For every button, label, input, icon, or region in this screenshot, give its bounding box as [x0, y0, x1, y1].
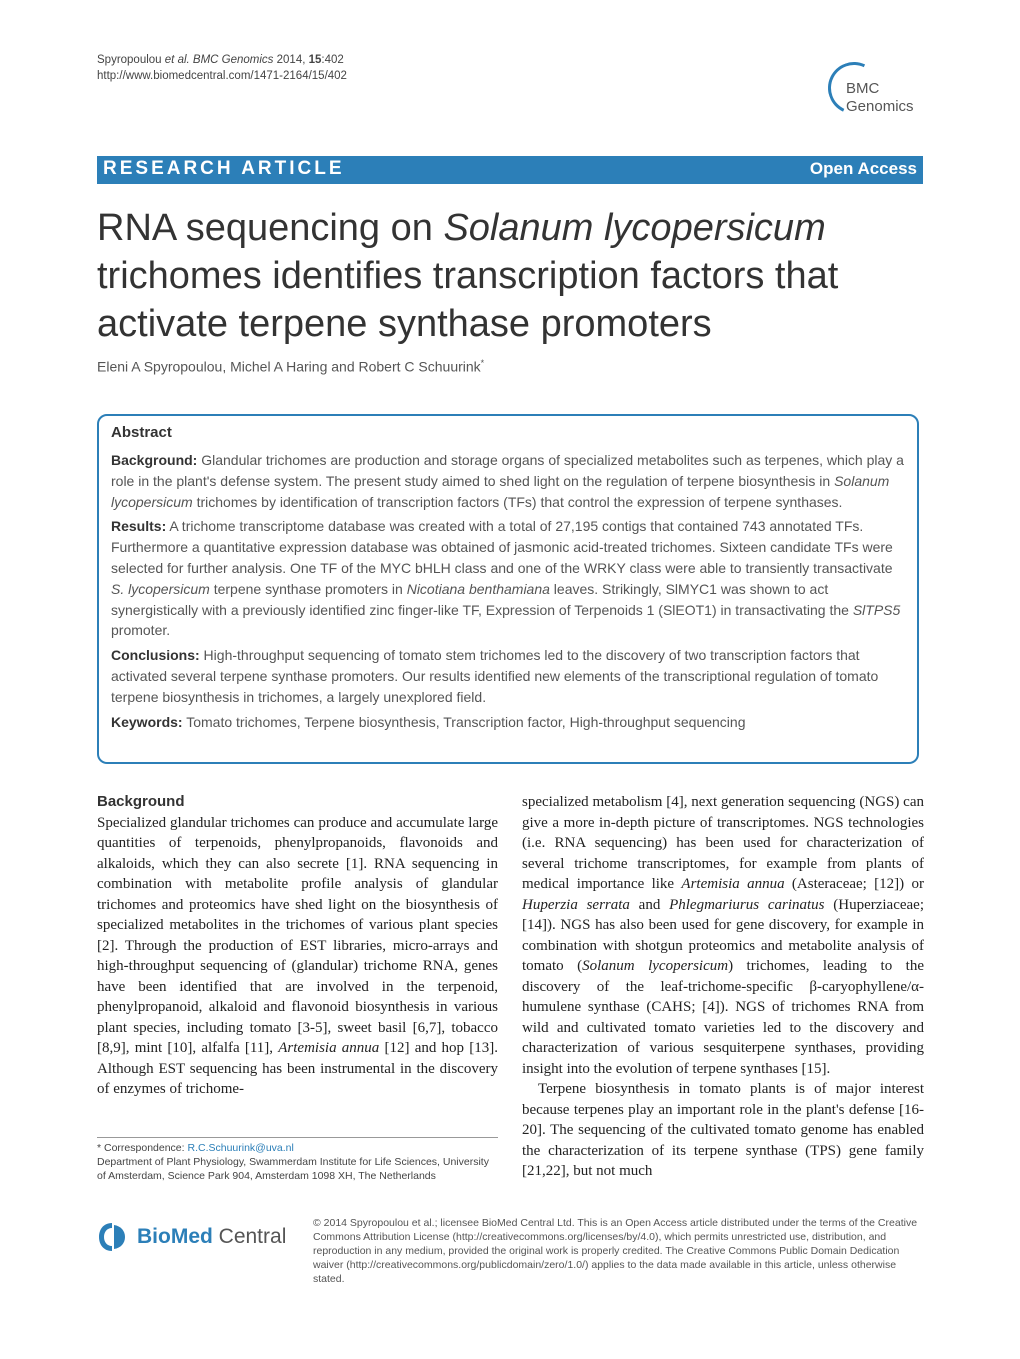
left-paragraph: Specialized glandular trichomes can produce and accumulate large quantities of terpenoids, phenylpropanoids, flavonoids and alkaloids, which they can also secrete [1]. RNA sequencing in combination with metabolite profile analysis of glandular trichomes and proteomics have shed light on the biosynthesis of specialized metabolites in the trichomes of various plant species [2]. Through the production of EST libraries, micro-arrays and high-throughput sequencing of (glandular) trichome RNA, genes have been identified that are involved in the terpenoid, phenylpropanoid, alkaloid and flavonoid biosynthesis in various plant species, including tomato [3-5], sweet basil [6,7], tobacco [8,9], mint [10], alfalfa [11], Artemisia annua [12] and hop [13]. Although EST sequencing has been instrumental in the discovery of enzymes of trichome- [97, 814, 499, 1097]
title-line2: trichomes identifies transcription factors that [97, 255, 839, 297]
abstract-box [97, 414, 919, 764]
abstract-conclusions: Conclusions: High-throughput sequencing of tomato stem trichomes led to the discovery of two transcription factors that activated several terpene synthase promoters. Our results identified new elements of the transcriptional regulation of tomato terpene biosynthesis in trichomes, a largely unexplored field. [111, 647, 879, 705]
abstract-heading: Abstract [111, 424, 172, 441]
left-column [97, 792, 498, 1100]
title-line3: activate terpene synthase promoters [97, 303, 712, 345]
footnote [97, 1141, 498, 1183]
biomed-central-icon [97, 1221, 127, 1253]
title-line1: RNA sequencing on Solanum lycopersicum [97, 207, 826, 249]
citation-volume: 15 [308, 54, 322, 66]
citation-authors: Spyropoulou [97, 54, 162, 66]
correspondence-email[interactable]: R.C.Schuurink@uva.nl [187, 1142, 294, 1154]
affiliation: Department of Plant Physiology, Swammerdam Institute for Life Sciences, University of Amsterdam, Science Park 904, Amsterdam 1098 XH, The Netherlands [97, 1156, 489, 1182]
citation-year: 2014, [276, 54, 306, 66]
abstract-keywords: Keywords: Tomato trichomes, Terpene biosynthesis, Transcription factor, High-throughput sequencing [111, 713, 746, 730]
open-access-label: Open Access [809, 159, 917, 178]
article-url[interactable]: http://www.biomedcentral.com/1471-2164/15/402 [97, 70, 347, 82]
footnote-divider [97, 1137, 498, 1138]
abstract-body [111, 450, 907, 736]
logo-line2: Genomics [846, 98, 914, 115]
article-title [97, 204, 927, 348]
correspondence: * Correspondence: R.C.Schuurink@uva.nl [97, 1142, 294, 1154]
biomed-central-logo [97, 1219, 297, 1259]
article-type-banner [97, 156, 923, 184]
author-list [97, 358, 484, 375]
citation-page: :402 [321, 54, 344, 66]
correspondence-mark: * [480, 358, 485, 368]
logo-line1: BMC [846, 80, 880, 97]
citation-journal: et al. BMC Genomics [164, 54, 274, 66]
right-paragraph-2: Terpene biosynthesis in tomato plants is of major interest because terpenes play an important role in the plant's defense [16-20]. The sequencing of the cultivated tomato genome has enabled the characterization of its terpene synthase (TPS) gene family [21,22], but not much [522, 1081, 924, 1179]
biomed-central-wordmark: BioMed Central [137, 1225, 287, 1248]
right-column [522, 792, 924, 1182]
bmc-genomics-logo [824, 58, 934, 128]
right-paragraph-1: specialized metabolism [4], next generation sequencing (NGS) can give a more in-depth picture of transcriptomes. NGS technologies (i.e. RNA sequencing) has been used for characterization of several trichome transcriptomes, for example from plants of medical importance like Artemisia annua (Asteraceae; [12]) or Huperzia serrata and Phlegmariurus carinatus (Huperziaceae; [14]). NGS has also been used for gene discovery, for example in combination with shotgun proteomics and metabolite analysis of tomato (Solanum lycopersicum) trichomes, leading to the discovery of the leaf-trichome-specific β-caryophyllene/α-humulene synthase (CAHS; [4]). NGS of trichomes RNA from wild and cultivated tomato varieties led to the discovery and characterization of various sesquiterpene synthases, providing insight into the evolution of terpene synthases [15]. [522, 794, 925, 1077]
research-article-label: RESEARCH ARTICLE [103, 158, 345, 179]
abstract-results: Results: A trichome transcriptome database was created with a total of 27,195 contigs that contained 743 annotated TFs. Furthermore a quantitative expression database was obtained of jasmonic acid-treated trichomes. Sixteen candidate TFs were selected for further analysis. One TF of the MYC bHLH class and one of the WRKY class were able to transiently transactivate S. lycopersicum terpene synthase promoters in Nicotiana benthamiana leaves. Strikingly, SlMYC1 was shown to act synergistically with a previously identified zinc finger-like TF, Expression of Terpenoids 1 (SlEOT1) in transactivating the SlTPS5 promoter. [111, 518, 901, 639]
license-text: © 2014 Spyropoulou et al.; licensee BioMed Central Ltd. This is an Open Access article distributed under the terms of the Creative Commons Attribution License (http://creativecommons.org/licenses/by/4.0), which permits unrestricted use, distribution, and reproduction in any medium, provided the original work is properly credited. The Creative Commons Public Domain Dedication waiver (http://creativecommons.org/publicdomain/zero/1.0/) applies to the data made available in this article, unless otherwise stated. [313, 1217, 918, 1285]
citation-header [97, 52, 347, 84]
background-heading: Background [97, 793, 185, 810]
author-names: Eleni A Spyropoulou, Michel A Haring and Robert C Schuurink [97, 358, 481, 375]
abstract-background: Background: Glandular trichomes are production and storage organs of specialized metabolites such as terpenes, which play a role in the plant's defense system. The present study aimed to shed light on the regulation of terpene biosynthesis in Solanum lycopersicum trichomes by identification of transcription factors (TFs) that control the expression of terpene synthases. [111, 452, 904, 510]
citation-line [97, 52, 347, 68]
